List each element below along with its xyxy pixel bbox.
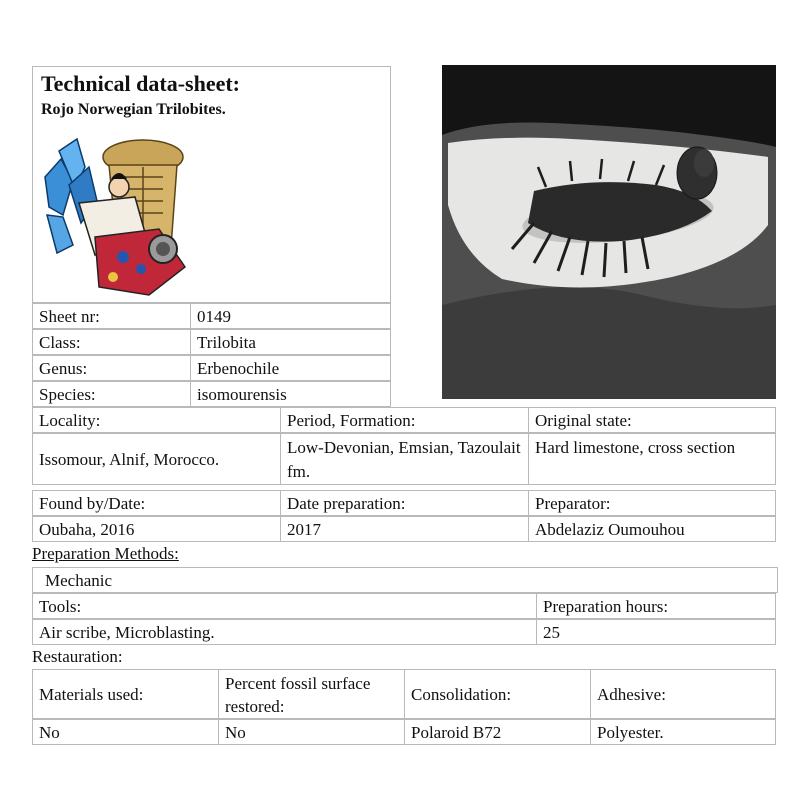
sheet-nr-label: Sheet nr: [32,303,191,329]
species-label: Species: [32,381,191,407]
materials-value: No [32,719,219,745]
preparator-value: Abdelaziz Oumouhou [528,516,776,542]
hours-value: 25 [536,619,776,645]
class-value: Trilobita [190,329,391,355]
period-label: Period, Formation: [280,407,529,433]
hours-label: Preparation hours: [536,593,776,619]
original-state-value: Hard limestone, cross section [528,433,776,485]
materials-label: Materials used: [39,684,144,704]
consolidation-label-cell [404,669,591,719]
percent-label: Percent fossil surface restored: [218,669,405,719]
species-value: isomourensis [190,381,391,407]
method-value: Mechanic [32,567,778,593]
logo-illustration [39,137,189,302]
materials-label-cell [32,669,219,719]
period-value: Low-Devonian, Emsian, Tazoulait fm. [280,433,529,485]
sheet-nr-value: 0149 [190,303,391,329]
percent-value: No [218,719,405,745]
tools-value: Air scribe, Microblasting. [32,619,537,645]
sheet-title: Technical data-sheet: [41,71,241,96]
date-prep-label: Date preparation: [280,490,529,516]
restauration-heading: Restauration: [32,647,123,666]
adhesive-label-cell [590,669,776,719]
preparator-label: Preparator: [528,490,776,516]
adhesive-value: Polyester. [590,719,776,745]
consolidation-value: Polaroid B72 [404,719,591,745]
locality-label: Locality: [32,407,281,433]
locality-text: Issomour, Alnif, Morocco. [39,449,220,469]
genus-label: Genus: [32,355,191,381]
tools-label: Tools: [32,593,537,619]
locality-value [32,433,281,485]
adhesive-label: Adhesive: [597,684,666,704]
sheet-subtitle: Rojo Norwegian Trilobites. [41,101,226,118]
genus-value: Erbenochile [190,355,391,381]
fossil-photo [442,65,776,399]
preparation-heading: Preparation Methods: [32,544,179,563]
found-by-label: Found by/Date: [32,490,281,516]
consolidation-label: Consolidation: [411,684,512,704]
original-state-label: Original state: [528,407,776,433]
header-box [32,66,391,303]
found-by-value: Oubaha, 2016 [32,516,281,542]
date-prep-value: 2017 [280,516,529,542]
class-label: Class: [32,329,191,355]
